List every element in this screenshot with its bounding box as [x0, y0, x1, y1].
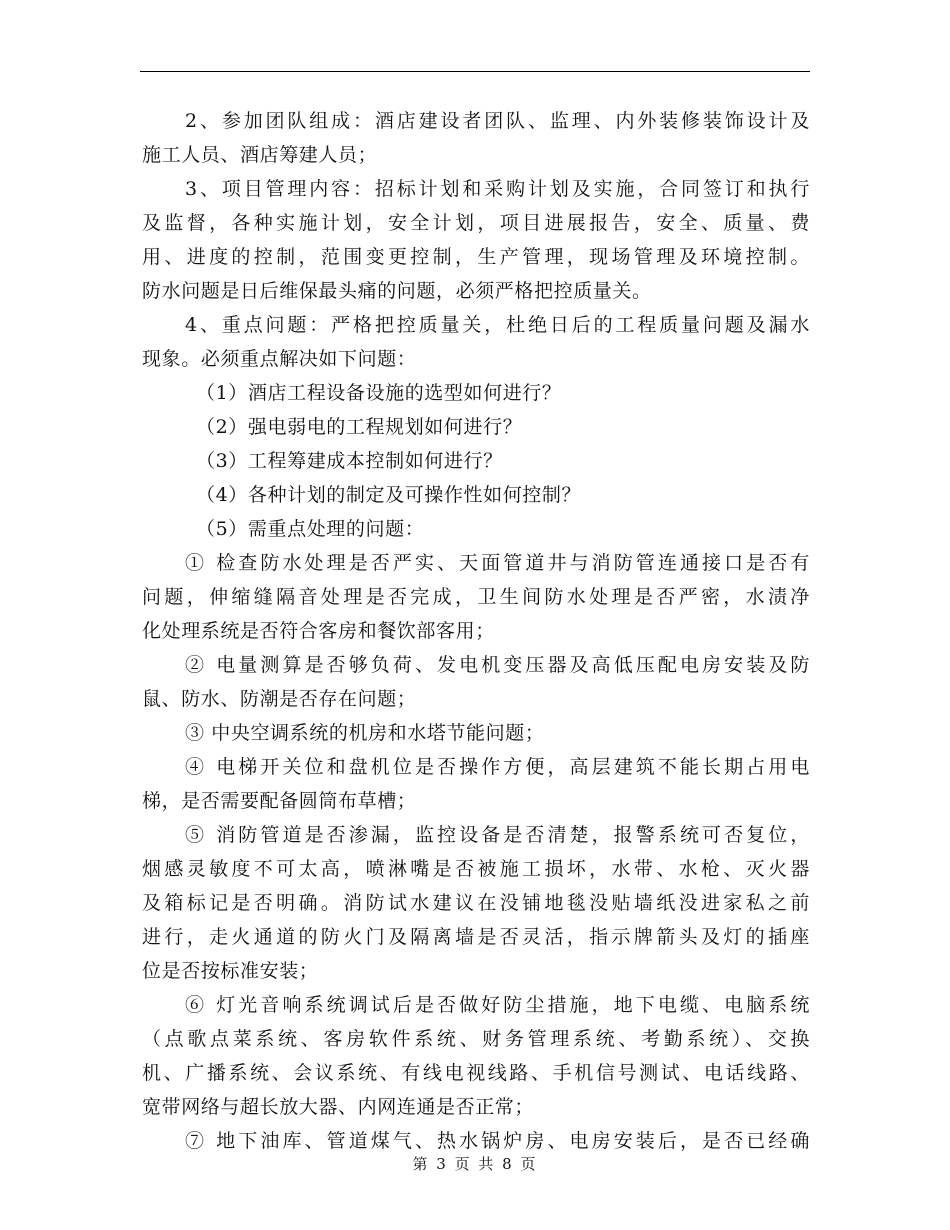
paragraph-line: ① 检查防水处理是否严实、天面管道井与消防管连通接口是否有	[185, 552, 810, 574]
list-item: （1）酒店工程设备设施的选型如何进行？	[196, 382, 562, 404]
paragraph-line: ③ 中央空调系统的机房和水塔节能问题；	[185, 722, 545, 744]
page-footer: 第 3 页 共 8 页	[412, 1155, 538, 1173]
paragraph-line: 及监督，各种实施计划，安全计划，项目进展报告，安全、质量、费	[142, 212, 810, 234]
paragraph-line: 位是否按标准安装；	[142, 960, 319, 982]
paragraph-line: 鼠、防水、防潮是否存在问题；	[142, 688, 417, 710]
paragraph-line: 进行，走火通道的防火门及隔离墙是否灵活，指示牌箭头及灯的插座	[142, 926, 810, 948]
list-item: （5）需重点处理的问题：	[196, 518, 425, 540]
paragraph-line: 宽带网络与超长放大器、内网连通是否正常；	[142, 1096, 535, 1118]
list-item: （3）工程筹建成本控制如何进行？	[196, 450, 503, 472]
paragraph-line: 3、项目管理内容：招标计划和采购计划及实施，合同签订和执行	[185, 178, 810, 200]
paragraph-line: 用、进度的控制，范围变更控制，生产管理，现场管理及环境控制。	[142, 246, 810, 268]
paragraph-line: 问题，伸缩缝隔音处理是否完成，卫生间防水处理是否严密，水渍净	[142, 586, 810, 608]
list-item: （4）各种计划的制定及可操作性如何控制？	[196, 484, 582, 506]
paragraph-line: （点歌点菜系统、客房软件系统、财务管理系统、考勤系统）、交换	[142, 1028, 810, 1050]
paragraph-line: ⑦ 地下油库、管道煤气、热水锅炉房、电房安装后，是否已经确	[185, 1130, 810, 1152]
paragraph-line: 梯，是否需要配备圆筒布草槽；	[142, 790, 417, 812]
paragraph-line: 4、重点问题：严格把控质量关，杜绝日后的工程质量问题及漏水	[185, 314, 810, 336]
paragraph-line: 机、广播系统、会议系统、有线电视线路、手机信号测试、电话线路、	[142, 1062, 810, 1084]
paragraph-line: 化处理系统是否符合客房和餐饮部客用；	[142, 620, 495, 642]
paragraph-line: 烟感灵敏度不可太高，喷淋嘴是否被施工损坏，水带、水枪、灭火器	[142, 858, 810, 880]
paragraph-line: 2、参加团队组成：酒店建设者团队、监理、内外装修装饰设计及	[185, 110, 810, 132]
header-rule	[140, 71, 810, 72]
document-body	[142, 104, 810, 1158]
paragraph-line: 防水问题是日后维保最头痛的问题，必须严格把控质量关。	[142, 280, 652, 302]
paragraph-line: 现象。必须重点解决如下问题：	[142, 348, 417, 370]
paragraph-line: ⑥ 灯光音响系统调试后是否做好防尘措施，地下电缆、电脑系统	[185, 994, 810, 1016]
list-item: （2）强电弱电的工程规划如何进行？	[196, 416, 523, 438]
paragraph-line: ② 电量测算是否够负荷、发电机变压器及高低压配电房安装及防	[185, 654, 810, 676]
paragraph-line: ⑤ 消防管道是否渗漏，监控设备是否清楚，报警系统可否复位，	[185, 824, 810, 846]
paragraph-line: 及箱标记是否明确。消防试水建议在没铺地毯没贴墙纸没进家私之前	[142, 892, 810, 914]
paragraph-line: 施工人员、酒店筹建人员；	[142, 144, 378, 166]
paragraph-line: ④ 电梯开关位和盘机位是否操作方便，高层建筑不能长期占用电	[185, 756, 810, 778]
